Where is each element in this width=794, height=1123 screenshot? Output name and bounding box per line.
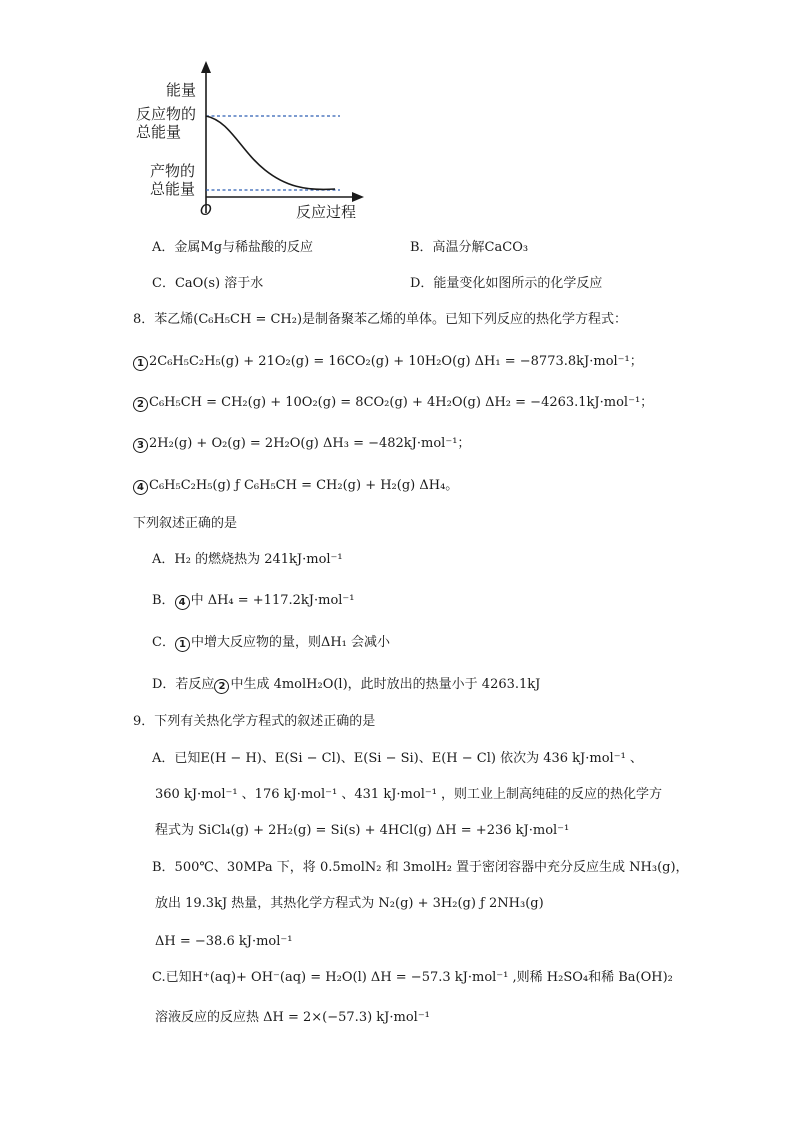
q8-option-c-text: 中增大反应物的量，则ΔH₁ 会减小 xyxy=(190,635,391,650)
q8-option-d-prefix: D．若反应 xyxy=(152,677,215,692)
q9-option-a-line2: 360 kJ·mol⁻¹ 、176 kJ·mol⁻¹ 、431 kJ·mol⁻¹ ，则工业上制高纯硅的反应的热化学方 xyxy=(155,787,663,802)
q8-option-d-text: 中生成 4molH₂O(l)，此时放出的热量小于 4263.1kJ xyxy=(230,677,541,692)
q8-option-b-prefix: B． xyxy=(152,593,175,608)
q8-option-a: A．H₂ 的燃烧热为 241kJ·mol⁻¹ xyxy=(152,552,343,567)
circled-number-2: 2 xyxy=(214,679,229,694)
q7-option-d: D．能量变化如图所示的化学反应 xyxy=(410,276,603,291)
q8-equation-4 xyxy=(133,477,458,495)
q8-option-b-text: 中 ΔH₄ = +117.2kJ·mol⁻¹ xyxy=(190,593,355,608)
energy-diagram xyxy=(130,55,380,225)
q8-option-d xyxy=(152,676,540,694)
q9-option-c-line2: 溶液反应的反应热 ΔH = 2×(−57.3) kJ·mol⁻¹ xyxy=(155,1010,430,1025)
reactant-label-line2: 总能量 xyxy=(136,123,182,141)
circled-number-1: 1 xyxy=(133,356,148,371)
q8-equation-2 xyxy=(133,394,653,412)
energy-curve xyxy=(206,116,335,189)
q8-prompt: 下列叙述正确的是 xyxy=(133,516,238,531)
equation-4-text: C₆H₅C₂H₅(g) ƒ C₆H₅CH = CH₂(g) + H₂(g) ΔH₄。 xyxy=(149,478,459,493)
equation-1-text: 2C₆H₅C₂H₅(g) + 21O₂(g) = 16CO₂(g) + 10H₂O(g) ΔH₁ = −8773.8kJ·mol⁻¹； xyxy=(149,354,643,369)
circled-number-4: 4 xyxy=(175,595,190,610)
circled-number-2: 2 xyxy=(133,397,148,412)
x-axis-label: 反应过程 xyxy=(296,203,357,221)
circled-number-3: 3 xyxy=(133,438,148,453)
q9-option-b-line3: ΔH = −38.6 kJ·mol⁻¹ xyxy=(155,934,293,949)
q8-equation-3 xyxy=(133,435,470,453)
q8-stem: 8．苯乙烯(C₆H₅CH = CH₂)是制备聚苯乙烯的单体。已知下列反应的热化学方程式： xyxy=(133,312,628,327)
q8-option-c-prefix: C． xyxy=(152,635,175,650)
q9-option-b-line1: B．500℃、30MPa 下，将 0.5molN₂ 和 3molH₂ 置于密闭容器中充分反应生成 NH₃(g)， xyxy=(152,860,689,875)
q8-equation-1 xyxy=(133,353,643,371)
product-label-line1: 产物的 xyxy=(150,162,196,180)
y-axis-arrow xyxy=(201,61,211,73)
product-label-line2: 总能量 xyxy=(150,180,196,198)
q9-option-a-line3: 程式为 SiCl₄(g) + 2H₂(g) = Si(s) + 4HCl(g) ΔH = +236 kJ·mol⁻¹ xyxy=(155,823,570,838)
q8-option-b xyxy=(152,592,355,610)
x-axis-arrow xyxy=(352,192,364,202)
circled-number-1: 1 xyxy=(175,637,190,652)
origin-label: O xyxy=(200,201,212,219)
equation-3-text: 2H₂(g) + O₂(g) = 2H₂O(g) ΔH₃ = −482kJ·mol⁻¹； xyxy=(149,436,471,451)
q7-option-b: B．高温分解CaCO₃ xyxy=(410,240,529,255)
q8-option-c xyxy=(152,634,390,652)
y-axis-label: 能量 xyxy=(166,81,197,99)
circled-number-4: 4 xyxy=(133,480,148,495)
q9-stem: 9．下列有关热化学方程式的叙述正确的是 xyxy=(133,714,376,729)
q7-option-a: A．金属Mg与稀盐酸的反应 xyxy=(152,240,314,255)
reactant-label-line1: 反应物的 xyxy=(136,105,197,123)
q9-option-a-line1: A．已知E(H − H)、E(Si − Cl)、E(Si − Si)、E(H − Cl) 依次为 436 kJ·mol⁻¹ 、 xyxy=(152,751,643,766)
q9-option-c-line1: C.已知H⁺(aq)+ OH⁻(aq) = H₂O(l) ΔH = −57.3 kJ·mol⁻¹ ,则稀 H₂SO₄和稀 Ba(OH)₂ xyxy=(152,970,673,985)
q7-option-c: C．CaO(s) 溶于水 xyxy=(152,276,264,291)
q9-option-b-line2: 放出 19.3kJ 热量，其热化学方程式为 N₂(g) + 3H₂(g) ƒ 2NH₃(g) xyxy=(155,896,544,911)
equation-2-text: C₆H₅CH = CH₂(g) + 10O₂(g) = 8CO₂(g) + 4H₂O(g) ΔH₂ = −4263.1kJ·mol⁻¹； xyxy=(149,395,654,410)
